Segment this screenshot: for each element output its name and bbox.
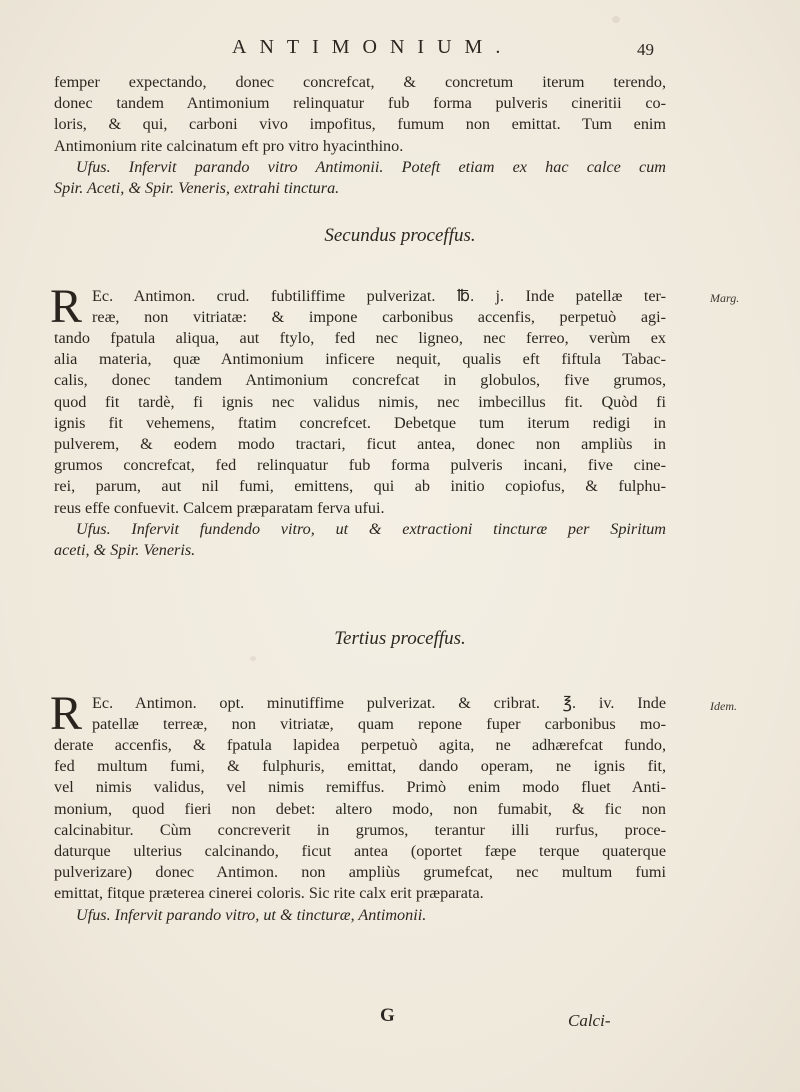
text-line: vel nimis validus, vel nimis remiffus. Primò enim modo fluet Anti- [54, 778, 666, 797]
paragraph-continuation [54, 72, 666, 199]
text-line: fed multum fumi, & fulphuris, emittat, dando operam, ne ignis fit, [54, 757, 666, 776]
ink-speck [612, 16, 620, 23]
usus-line: Ufus. Infervit parando vitro Antimonii. Poteft etiam ex hac calce cum [76, 157, 666, 176]
section-heading: Tertius proceffus. [334, 628, 466, 649]
catchword: Calci- [568, 1011, 611, 1030]
text-line: tando fpatula aliqua, aut ftylo, fed nec ligneo, nec ferreo, verùm ex [54, 329, 666, 347]
paragraph-opening [92, 693, 666, 735]
running-head [0, 36, 800, 66]
paragraph-opening [92, 286, 666, 328]
running-title: ANTIMONIUM. [232, 36, 514, 58]
paragraph-body [54, 735, 666, 926]
signature-mark: G [380, 1005, 395, 1026]
text-line: pulverizare) donec Antimon. non ampliùs grumefcat, nec multum fumi [54, 863, 666, 882]
page-number: 49 [637, 40, 654, 59]
margin-note: Idem. [710, 699, 737, 713]
usus-line: Ufus. Infervit parando vitro, ut & tincturæ, Antimonii. [76, 905, 427, 924]
text-line: ignis fit vehemens, ftatim concrefcet. Debetque tum iterum redigi in [54, 413, 666, 432]
paragraph-body [54, 328, 666, 561]
text-line: daturque ulterius calcinando, ficut antea (oportet fæpe terque quaterque [54, 841, 666, 860]
text-line: calcinabitur. Cùm concreverit in grumos, terantur illi rurfus, proce- [54, 820, 666, 839]
text-line: reæ, non vitriatæ: & impone carbonibus accenfis, perpetuò agi- [92, 308, 666, 327]
text-line: Antimonium rite calcinatum eft pro vitro hyacinthino. [54, 136, 404, 155]
text-line: pulverem, & eodem modo tractari, ficut antea, donec non ampliùs in [54, 434, 666, 453]
drop-cap: R [50, 280, 83, 333]
usus-line: Ufus. Infervit fundendo vitro, ut & extractioni tincturæ per Spiritum [76, 519, 666, 538]
text-line: patellæ terreæ, non vitriatæ, quam repone fuper carbonibus mo- [92, 715, 666, 734]
text-line: calis, donec tandem Antimonium concrefcat in globulos, five grumos, [54, 371, 666, 390]
text-line: loris, & qui, carboni vivo impofitus, fumum non emittat. Tum enim [54, 115, 666, 134]
text-line: quod fit tardè, fi ignis nec validus nimis, nec imbecillus fit. Quòd fi [54, 392, 666, 411]
usus-line: aceti, & Spir. Veneris. [54, 540, 196, 559]
text-line: femper expectando, donec concrefcat, & concretum iterum terendo, [54, 73, 666, 91]
usus-line: Spir. Aceti, & Spir. Veneris, extrahi tinctura. [54, 178, 340, 197]
text-line: emittat, fitque præterea cinerei coloris. Sic rite calx erit præparata. [54, 884, 484, 903]
margin-note: Marg. [710, 291, 740, 305]
text-line: grumos concrefcat, fed relinquatur fub forma pulveris incani, five cine- [54, 456, 666, 475]
text-line: Ec. Antimon. crud. fubtiliffime pulverizat. ℔. j. Inde patellæ ter- [92, 287, 666, 305]
text-line: rei, parum, aut nil fumi, emittens, qui ab initio copiofus, & fulphu- [54, 477, 666, 496]
text-line: alia materia, quæ Antimonium inficere nequit, qualis eft fiftula Tabac- [54, 350, 666, 369]
text-line: donec tandem Antimonium relinquatur fub forma pulveris cineritii co- [54, 94, 666, 113]
text-line: monium, quod fieri non debet: altero modo, non fumabit, & fic non [54, 799, 666, 818]
drop-cap: R [50, 687, 83, 740]
text-line: reus effe confuevit. Calcem præparatam ferva ufui. [54, 498, 385, 517]
section-heading: Secundus proceffus. [324, 225, 476, 246]
text-line: derate accenfis, & fpatula lapidea perpetuò agita, ne adhærefcat fundo, [54, 736, 666, 754]
ink-speck [250, 656, 256, 661]
text-line: Ec. Antimon. opt. minutiffime pulverizat. & cribrat. ℥. iv. Inde [92, 694, 666, 712]
